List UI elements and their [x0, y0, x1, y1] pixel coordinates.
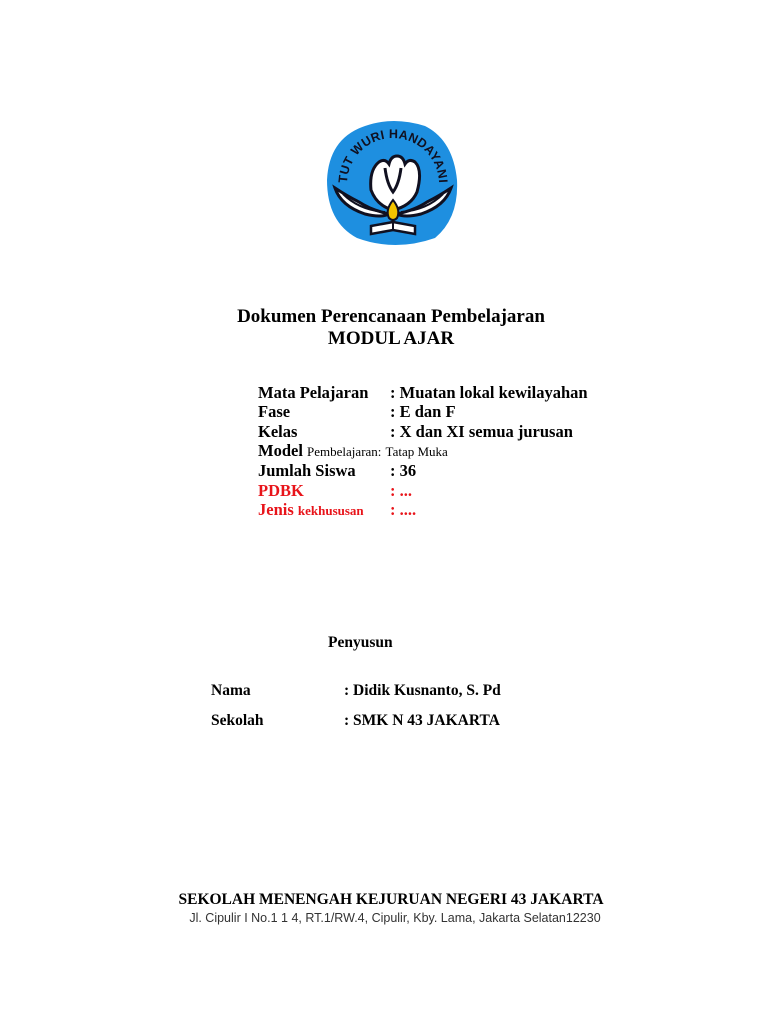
document-subtitle: MODUL AJAR — [327, 328, 455, 349]
info-label — [258, 441, 448, 462]
info-label: PDBK — [258, 481, 304, 500]
info-value: : ... — [390, 481, 412, 500]
author-value: : Didik Kusnanto, S. Pd — [344, 682, 501, 699]
info-label: Fase — [258, 402, 291, 421]
logo-motto: TUT WURI HANDAYANI — [335, 126, 451, 184]
info-label-small: kekhususan — [297, 503, 364, 518]
author-label: Nama — [211, 682, 251, 699]
author-label: Sekolah — [211, 712, 264, 729]
info-label-main: Jenis — [258, 500, 294, 519]
info-label: Jumlah Siswa — [258, 461, 356, 480]
school-name: SEKOLAH MENENGAH KEJURUAN NEGERI 43 JAKARTA — [178, 891, 604, 908]
info-label-main: Model — [258, 441, 303, 460]
document-title: Dokumen Perencanaan Pembelajaran — [237, 306, 545, 327]
info-value: Tatap Muka — [385, 444, 448, 459]
penyusun-heading: Penyusun — [328, 634, 393, 651]
tut-wuri-handayani-logo — [325, 118, 461, 246]
info-label: Mata Pelajaran — [258, 383, 369, 402]
author-value: : SMK N 43 JAKARTA — [344, 712, 500, 729]
info-value: : 36 — [390, 461, 417, 480]
info-value: : Muatan lokal kewilayahan — [390, 383, 588, 402]
info-label — [258, 500, 364, 521]
info-value: : .... — [390, 500, 417, 519]
school-address: Jl. Cipulir I No.1 1 4, RT.1/RW.4, Cipulir, Kby. Lama, Jakarta Selatan12230 — [189, 911, 601, 925]
info-value: : X dan XI semua jurusan — [390, 422, 573, 441]
info-label-small: Pembelajaran: — [307, 444, 382, 459]
info-label: Kelas — [258, 422, 298, 441]
info-value: : E dan F — [390, 402, 456, 421]
